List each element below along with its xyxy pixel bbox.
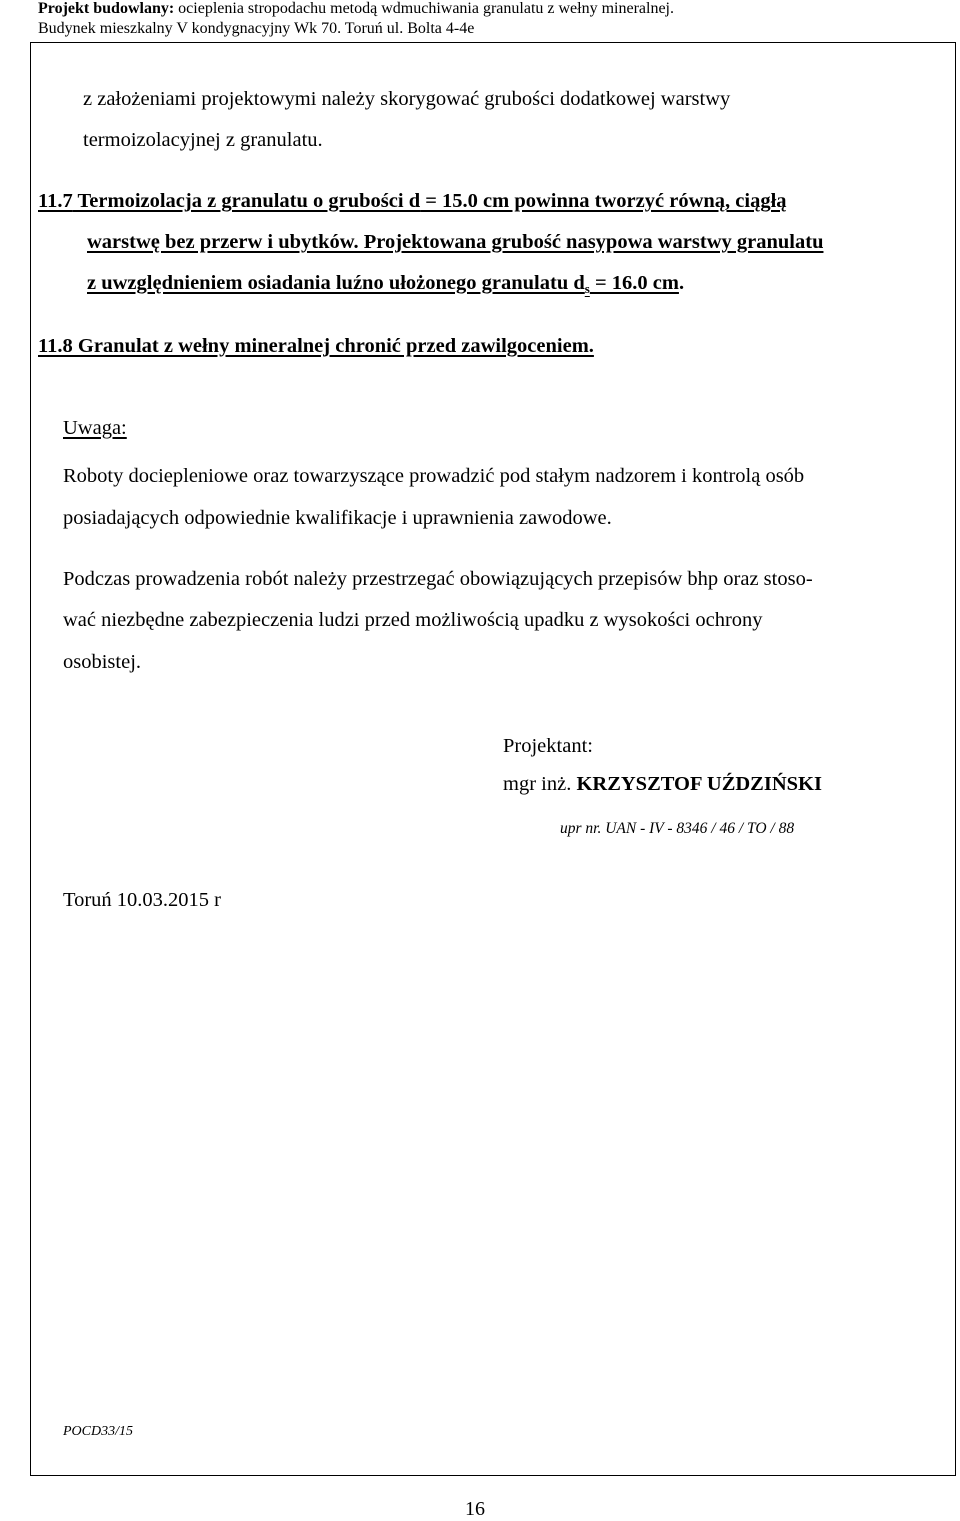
designer-name-line (503, 772, 822, 796)
header-building-address: Budynek mieszkalny V kondygnacyjny Wk 70. Toruń ul. Bolta 4-4e (38, 20, 475, 37)
section-text: = 15.0 cm powinna tworzyć równą, ciągłą (420, 190, 787, 212)
section-11-8: 11.8 Granulat z wełny mineralnej chronić przed zawilgoceniem. (38, 335, 594, 357)
section-11-7-line-1 (38, 189, 787, 213)
section-11-7-line-3 (87, 271, 684, 295)
document-code: POCD33/15 (63, 1424, 133, 1439)
page-frame (30, 42, 956, 1476)
place-and-date: Toruń 10.03.2015 r (63, 889, 221, 911)
note-line: wać niezbędne zabezpieczenia ludzi przed możliwością upadku z wysokości ochrony (63, 609, 763, 631)
section-text: Termoizolacja z granulatu o grubości d (72, 190, 421, 212)
license-number: upr nr. UAN - IV - 8346 / 46 / TO / 88 (560, 820, 795, 837)
note-heading: Uwaga: (63, 417, 127, 439)
section-text: . (678, 272, 685, 294)
designer-label: Projektant: (503, 735, 593, 757)
subscript: s (584, 281, 590, 296)
designer-name: KRZYSZTOF UŹDZIŃSKI (576, 773, 822, 795)
section-text: = 16.0 cm (589, 272, 679, 294)
paragraph-line: z założeniami projektowymi należy skorygować grubości dodatkowej warstwy (83, 88, 731, 110)
section-number: 11.7 (38, 190, 73, 212)
section-text: z uwzględnieniem osiadania luźno ułożonego granulatu d (87, 272, 585, 294)
header-project-description: ocieplenia stropodachu metodą wdmuchiwania granulatu z wełny mineralnej. (174, 0, 674, 17)
paragraph-line: termoizolacyjnej z granulatu. (83, 129, 323, 151)
page-number: 16 (465, 1498, 485, 1520)
note-line: Roboty dociepleniowe oraz towarzyszące prowadzić pod stałym nadzorem i kontrolą osób (63, 465, 805, 487)
header-label: Projekt budowlany: (38, 0, 175, 17)
note-line: posiadających odpowiednie kwalifikacje i uprawnienia zawodowe. (63, 507, 612, 529)
note-line: Podczas prowadzenia robót należy przestrzegać obowiązujących przepisów bhp oraz stoso- (63, 568, 813, 590)
note-line: osobistej. (63, 651, 142, 673)
header-project-title (38, 0, 674, 18)
section-11-7-line-2: warstwę bez przerw i ubytków. Projektowana grubość nasypowa warstwy granulatu (87, 231, 824, 253)
designer-title: mgr inż. (503, 773, 577, 795)
